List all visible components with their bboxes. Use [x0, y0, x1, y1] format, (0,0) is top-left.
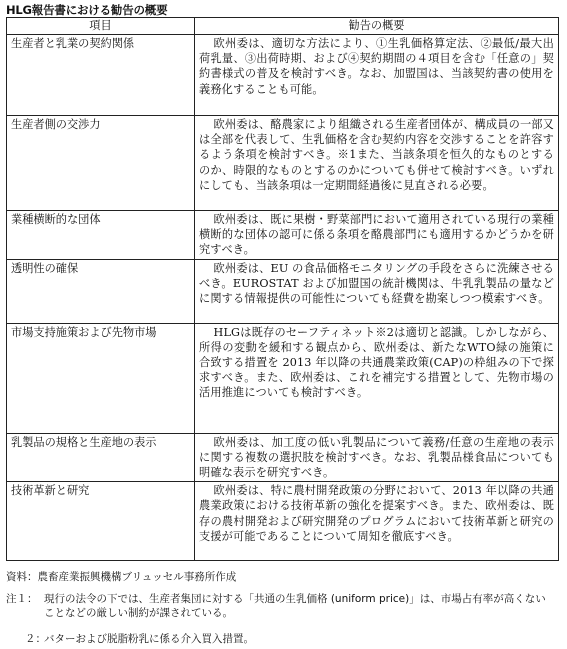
row-summary: 欧州委は、酪農家により組織される生産者団体が、構成員の一部又は全部を代表して、生乳価格を含む契約内容を交渉することを許容するよう条項を検討すべき。※1また、当該条項を恒久的なものとするのか、時限的なものとするのかについても併せて検討すべき。いずれにしても、当該条項は一定期間経過後に見直される必要。: [195, 116, 559, 211]
header-summary: 勧告の概要: [195, 18, 559, 35]
row-summary: HLGは既存のセーフティネット※2は適切と認識。しかしながら、所得の変動を緩和する観点から、欧州委は、新たなWTO緑の施策に合致する措置を 2013 年以降の共通農業政策(CAP)の枠組みの下で探求すべき。また、欧州委は、これを補完する措置として、先物市場の活用推進についても検討すべき。: [195, 323, 559, 433]
row-item: 市場支持施策および先物市場: [7, 323, 195, 433]
row-summary: 欧州委は、EU の食品価格モニタリングの手段をさらに洗練させるべき。EUROSTAT および加盟国の統計機関は、牛乳乳製品の量などに関する情報提供の可能性についても経費を勘案しつつ模索すべき。: [195, 259, 559, 323]
header-item: 項目: [7, 18, 195, 35]
row-summary: 欧州委は、既に果樹・野菜部門において適用されている現行の業種横断的な団体の認可に係る条項を酪農部門にも適用するかどうかを研究すべき。: [195, 211, 559, 260]
row-item: 技術革新と研究: [7, 482, 195, 561]
recommendations-table: [6, 17, 559, 561]
row-summary: 欧州委は、特に農村開発政策の分野において、2013 年以降の共通農業政策における技術革新の強化を提案すべき。また、欧州委は、既存の農村開発および研究開発のプログラムにおいて技術革新と研究の支援が可能であることについて周知を徹底すべき。: [195, 482, 559, 561]
table-row: [7, 35, 559, 116]
source-note: 資料：農畜産業振興機構ブリュッセル事務所作成: [6, 571, 237, 583]
table-row: [7, 433, 559, 482]
note-2-text: バターおよび脱脂粉乳に係る介入買入措置。: [44, 633, 254, 645]
row-item: 乳製品の規格と生産地の表示: [7, 433, 195, 482]
table-header-row: [7, 18, 559, 35]
page-title: HLG報告書における勧告の概要: [6, 3, 168, 17]
note-2-label: ２：: [25, 633, 46, 645]
note-1-label: 注１：: [6, 593, 38, 605]
row-item: 透明性の確保: [7, 259, 195, 323]
table-row: [7, 211, 559, 260]
table-row: [7, 323, 559, 433]
row-item: 業種横断的な団体: [7, 211, 195, 260]
row-item: 生産者側の交渉力: [7, 116, 195, 211]
row-item: 生産者と乳業の契約関係: [7, 35, 195, 116]
table-row: [7, 482, 559, 561]
row-summary: 欧州委は、適切な方法により、①生乳価格算定法、②最低/最大出荷乳量、③出荷時期、および④契約期間の４項目を含む「任意の」契約書様式の普及を検討すべき。なお、加盟国は、当該契約書の使用を義務化することも可能。: [195, 35, 559, 116]
table-row: [7, 259, 559, 323]
row-summary: 欧州委は、加工度の低い乳製品について義務/任意の生産地の表示に関する複数の選択肢を検討すべき。なお、乳製品様食品についても明確な表示を研究すべき。: [195, 433, 559, 482]
note-1-text: 現行の法令の下では、生産者集団に対する「共通の生乳価格 (uniform price)」は、市場占有率が高くないことなどの厳しい制約が課されている。: [44, 593, 546, 619]
table-row: [7, 116, 559, 211]
